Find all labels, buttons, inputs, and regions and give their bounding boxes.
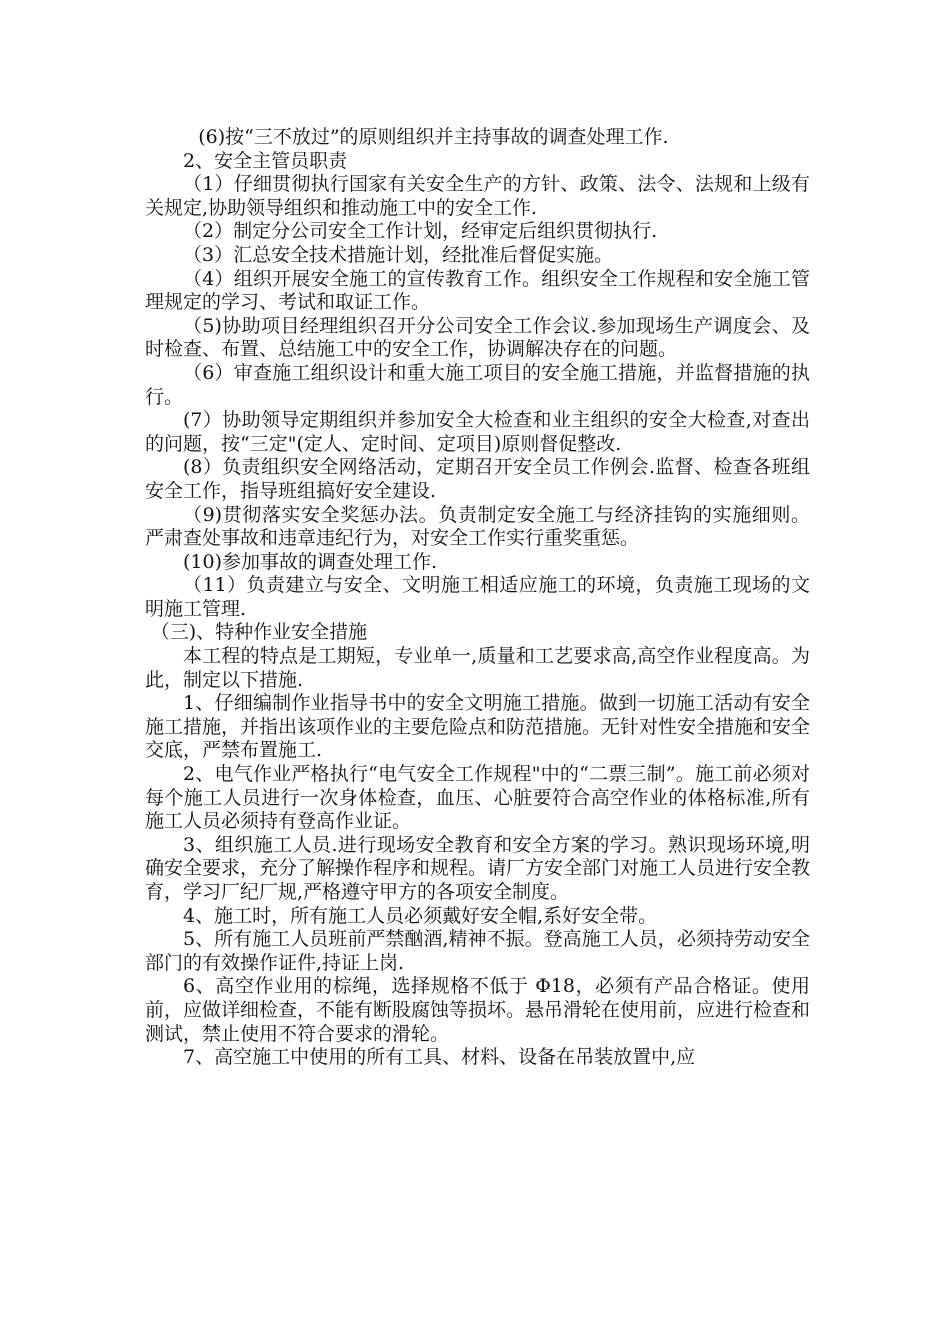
paragraph-1: (6)按“三不放过”的原则组织并主持事故的调查处理工作. <box>198 126 669 148</box>
paragraph-20: 5、所有施工人员班前严禁酗酒,精神不振。登高施工人员，必须持劳动安全部门的有效操作证件,持证上岗. <box>145 928 810 974</box>
paragraph-17: 2、电气作业严格执行“电气安全工作规程"中的“二票三制”。施工前必须对每个施工人员进行一次身体检查，血压、心脏要符合高空作业的体格标准,所有施工人员必须持有登高作业证。 <box>145 763 810 833</box>
document-body <box>145 126 810 1070</box>
paragraph-22: 7、高空施工中使用的所有工具、材料、设备在吊装放置中,应 <box>183 1046 696 1069</box>
paragraph-9: (7）协助领导定期组织并参加安全大检查和业主组织的安全大检查,对查出的问题，按“三定"(定人、定时间、定项目)原则督促整改. <box>145 409 810 455</box>
paragraph-12: (10)参加事故的调查处理工作. <box>183 550 438 573</box>
paragraph-11: （9)贯彻落实安全奖惩办法。负责制定安全施工与经济挂钩的实施细则。严肃查处事故和违章违纪行为，对安全工作实行重奖重惩。 <box>145 503 810 550</box>
paragraph-18: 3、组织施工人员.进行现场安全教育和安全方案的学习。熟识现场环境,明确安全要求，充分了解操作程序和规程。请厂方安全部门对施工人员进行安全教育，学习厂纪厂规,严格遵守甲方的各项安全制度。 <box>145 833 811 903</box>
heading-safety-supervisor-duties: 2、安全主管员职责 <box>183 149 348 172</box>
paragraph-7: （5)协助项目经理组织召开分公司安全工作会议.参加现场生产调度会、及时检查、布置、总结施工中的安全工作，协调解决存在的问题。 <box>145 314 810 361</box>
paragraph-6: （4）组织开展安全施工的宣传教育工作。组织安全工作规程和安全施工管理规定的学习、考试和取证工作。 <box>145 267 810 314</box>
heading-special-operations: （三)、特种作业安全措施 <box>150 621 368 644</box>
paragraph-5: （3）汇总安全技术措施计划，经批准后督促实施。 <box>183 243 614 266</box>
paragraph-16: 1、仔细编制作业指导书中的安全文明施工措施。做到一切施工活动有安全施工措施，并指出该项作业的主要危险点和防范措施。无针对性安全措施和安全交底，严禁布置施工. <box>145 692 811 762</box>
paragraph-4: （2）制定分公司安全工作计划，经审定后组织贯彻执行. <box>183 220 658 243</box>
paragraph-8: （6）审查施工组织设计和重大施工项目的安全施工措施，并监督措施的执行。 <box>145 361 810 408</box>
paragraph-15: 本工程的特点是工期短，专业单一,质量和工艺要求高,高空作业程度高。为此，制定以下措施. <box>145 645 810 691</box>
paragraph-10: (8）负责组织安全网络活动，定期召开安全员工作例会.监督、检查各班组安全工作，指导班组搞好安全建设. <box>145 456 810 502</box>
paragraph-3: （1）仔细贯彻执行国家有关安全生产的方针、政策、法令、法规和上级有关规定,协助领导组织和推动施工中的安全工作. <box>145 173 810 219</box>
paragraph-21: 6、高空作业用的棕绳，选择规格不低于 Φ18，必须有产品合格证。使用前，应做详细检查，不能有断股腐蚀等损坏。悬吊滑轮在使用前，应进行检查和测试，禁止使用不符合要求的滑轮。 <box>145 975 811 1045</box>
paragraph-13: （11）负责建立与安全、文明施工相适应施工的环境，负责施工现场的文明施工管理. <box>145 574 810 620</box>
paragraph-19: 4、施工时，所有施工人员必须戴好安全帽,系好安全带。 <box>183 904 658 927</box>
